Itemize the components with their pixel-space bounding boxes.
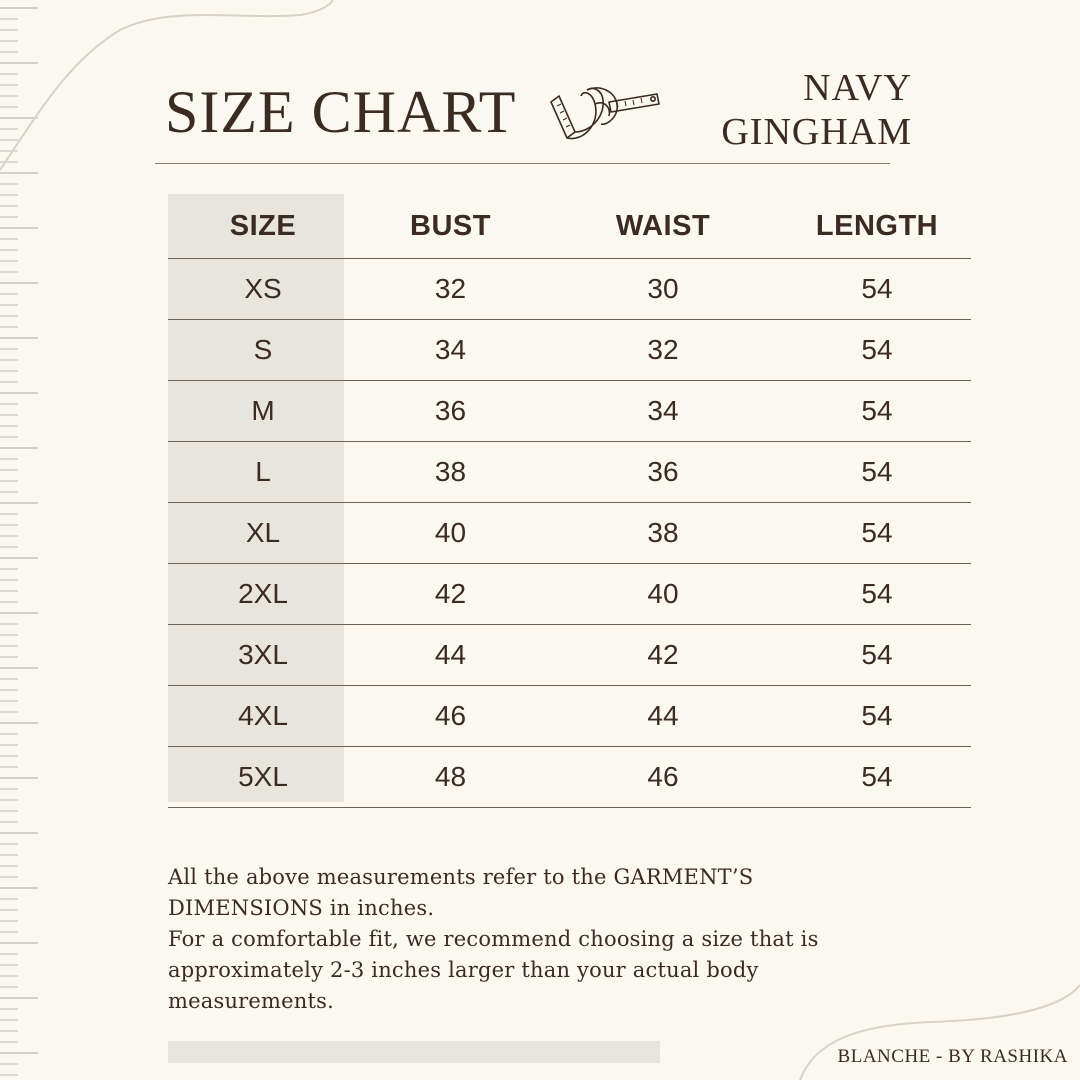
cell-waist: 46: [543, 747, 783, 808]
cell-bust: 42: [358, 564, 543, 625]
table-row: [168, 442, 971, 503]
cell-length: 54: [783, 503, 971, 564]
cell-size: 2XL: [168, 564, 358, 625]
table-header-row: [168, 194, 971, 259]
note-line-2: For a comfortable fit, we recommend choosing a size that is approximately 2-3 inches larger than your actual body measurements.: [168, 927, 819, 1013]
cell-waist: 40: [543, 564, 783, 625]
table-row: [168, 625, 971, 686]
header-length: LENGTH: [783, 194, 971, 259]
cell-length: 54: [783, 320, 971, 381]
cell-waist: 44: [543, 686, 783, 747]
cell-waist: 42: [543, 625, 783, 686]
header-waist: WAIST: [543, 194, 783, 259]
cell-waist: 38: [543, 503, 783, 564]
cell-length: 54: [783, 747, 971, 808]
cell-bust: 38: [358, 442, 543, 503]
header-bust: BUST: [358, 194, 543, 259]
title-divider: [155, 163, 890, 164]
table-row: [168, 259, 971, 320]
product-name-line2: GINGHAM: [721, 111, 912, 153]
cell-bust: 44: [358, 625, 543, 686]
product-name-line1: NAVY: [803, 67, 912, 109]
cell-waist: 34: [543, 381, 783, 442]
note-line-1: All the above measurements refer to the GARMENT’S DIMENSIONS in inches.: [168, 865, 754, 920]
cell-size: 4XL: [168, 686, 358, 747]
cell-size: 3XL: [168, 625, 358, 686]
measurement-note: [168, 862, 888, 1017]
cell-waist: 36: [543, 442, 783, 503]
cell-size: XL: [168, 503, 358, 564]
table-row: [168, 564, 971, 625]
brand-signature: BLANCHE - BY RASHIKA: [837, 1046, 1068, 1067]
cell-length: 54: [783, 625, 971, 686]
table-row: [168, 320, 971, 381]
cell-size: S: [168, 320, 358, 381]
cell-length: 54: [783, 564, 971, 625]
cell-bust: 32: [358, 259, 543, 320]
cell-bust: 48: [358, 747, 543, 808]
cell-bust: 34: [358, 320, 543, 381]
cell-bust: 40: [358, 503, 543, 564]
cell-length: 54: [783, 686, 971, 747]
table-row: [168, 686, 971, 747]
page-title: SIZE CHART: [165, 79, 517, 145]
cell-length: 54: [783, 442, 971, 503]
table-row: [168, 747, 971, 808]
footer-bar: [168, 1041, 660, 1063]
cell-length: 54: [783, 381, 971, 442]
cell-length: 54: [783, 259, 971, 320]
cell-bust: 46: [358, 686, 543, 747]
cell-size: L: [168, 442, 358, 503]
cell-waist: 32: [543, 320, 783, 381]
table-row: [168, 381, 971, 442]
table-row: [168, 503, 971, 564]
cell-size: M: [168, 381, 358, 442]
ruler-decoration: [0, 0, 40, 1080]
product-name: [721, 66, 912, 154]
cell-size: 5XL: [168, 747, 358, 808]
header-size: SIZE: [168, 194, 358, 259]
measuring-tape-icon: [545, 82, 670, 144]
cell-waist: 30: [543, 259, 783, 320]
cell-bust: 36: [358, 381, 543, 442]
size-table: [168, 194, 971, 808]
cell-size: XS: [168, 259, 358, 320]
